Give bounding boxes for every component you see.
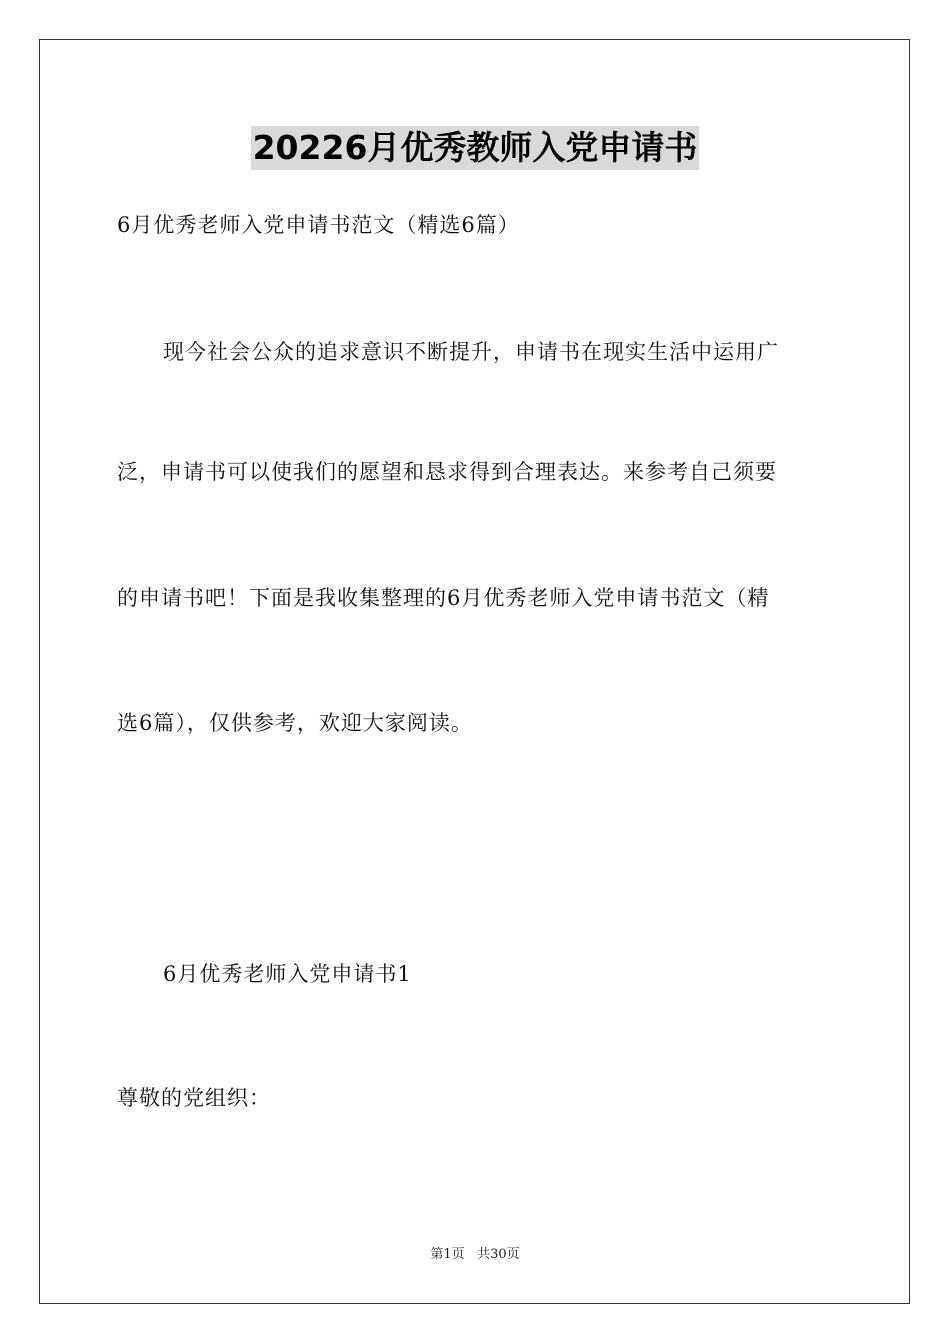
paragraph-line-3: 的申请书吧！下面是我收集整理的6月优秀老师入党申请书范文（精 [117,586,770,610]
paragraph-line-2: 泛，申请书可以使我们的愿望和恳求得到合理表达。来参考自己须要 [117,460,777,484]
paragraph-line-4: 选6篇），仅供参考，欢迎大家阅读。 [117,711,473,735]
page-footer [0,1246,950,1264]
page-number: 第1页 [430,1247,465,1262]
page-total: 共30页 [477,1247,520,1262]
salutation: 尊敬的党组织： [117,1086,271,1110]
document-subtitle: 6月优秀老师入党申请书范文（精选6篇） [117,213,520,237]
document-title: 20226月优秀教师入党申请书 [251,126,700,170]
title-container [0,126,950,170]
section-heading: 6月优秀老师入党申请书1 [163,962,412,986]
paragraph-line-1: 现今社会公众的追求意识不断提升，申请书在现实生活中运用广 [163,340,779,364]
